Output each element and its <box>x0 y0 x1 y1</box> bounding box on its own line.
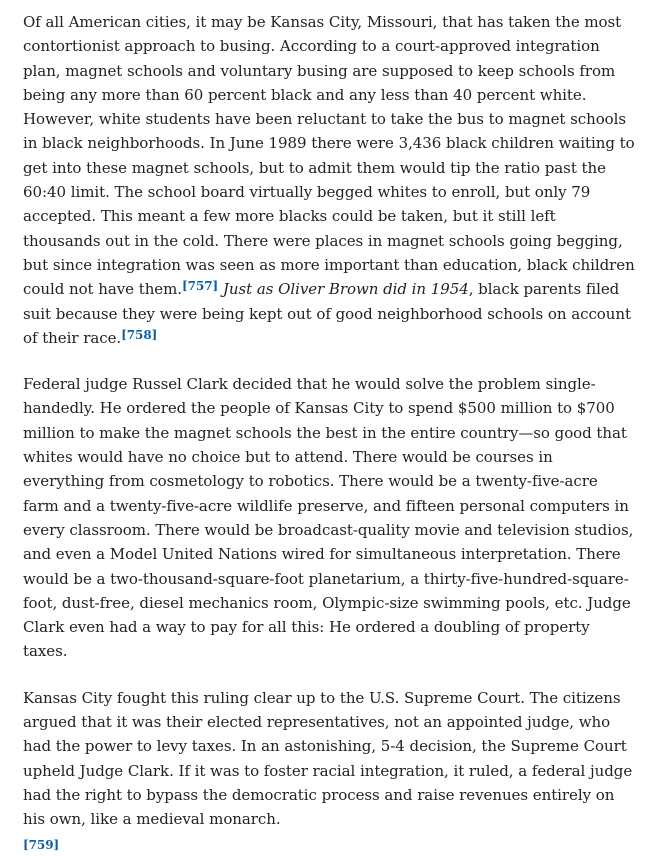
paragraph-text: Federal judge Russel Clark decided that he would solve the problem single-handedly. He ordered the people of Kansas City to spend $500 million to $700 million to make the magnet schools the best in the entire country—so good that whites would have no choice but to attend. There would be courses in everything from cosmetology to robotics. There would be a twenty-five-acre farm and a twenty-five-acre wildlife preserve, and fifteen personal computers in every classroom. There would be broadcast-quality movie and television studios, and even a Model United Nations wired for simultaneous interpretation. There would be a two-thousand-square-foot planetarium, a thirty-five-hundred-square-foot, dust-free, diesel mechanics room, Olympic-size swimming pools, etc. Judge Clark even had a way to pay for all this: He ordered a doubling of property taxes. <box>23 375 634 661</box>
paragraph-text: Kansas City fought this ruling clear up to the U.S. Supreme Court. The citizens argued that it was their elected representatives, not an appointed judge, who had the power to levy taxes. In an astonishing, 5-4 decision, the Supreme Court upheld Judge Clark. If it was to foster racial integration, it ruled, a federal judge had the right to bypass the democratic process and raise revenues entirely on his own, like a medieval monarch. <box>23 688 633 829</box>
paragraph-busing <box>23 10 635 350</box>
paragraph-judge-clark <box>23 372 635 664</box>
footnote-link-757[interactable]: [757] <box>182 279 219 294</box>
italic-text: Just as Oliver Brown did in 1954 <box>222 280 469 299</box>
paragraph-text: , black parents filed suit because they were being kept out of good neighborhood schools on account of their race. <box>23 280 631 347</box>
paragraph-supreme-court <box>23 686 635 856</box>
footnote-link-759[interactable]: [759] <box>23 837 60 852</box>
paragraph-text: Of all American cities, it may be Kansas City, Missouri, that has taken the most contortionist approach to busing. According to a court-approved integration plan, magnet schools and voluntary busing are supposed to keep schools from being any more than 60 percent black and any less than 40 percent white. However, white students have been reluctant to take the bus to magnet schools in black neighborhoods. In June 1989 there were 3,436 black children waiting to get into these magnet schools, but to admit them would tip the ratio past the 60:40 limit. The school board virtually begged whites to enroll, but only 79 accepted. This meant a few more blacks could be taken, but it still left thousands out in the cold. There were places in magnet schools going begging, but since integration was seen as more important than education, black children could not have them. <box>23 13 635 299</box>
footnote-link-758[interactable]: [758] <box>121 327 158 342</box>
